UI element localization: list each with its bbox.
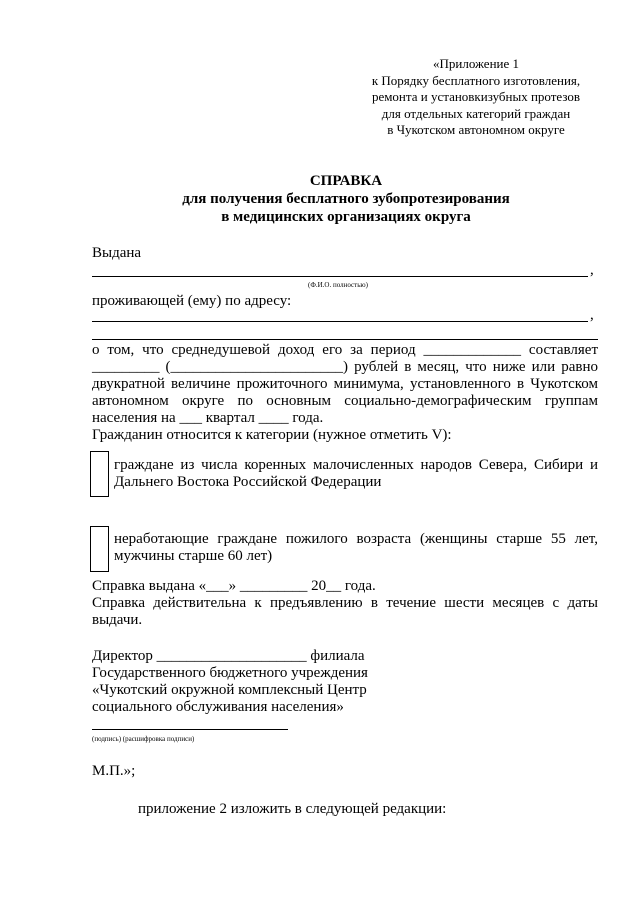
director-line-4: социального обслуживания населения» <box>92 699 344 715</box>
issued-label: Выдана <box>92 245 142 261</box>
signature-line <box>92 729 288 730</box>
document-title <box>92 172 600 226</box>
address-label: проживающей (ему) по адресу: <box>92 293 292 309</box>
director-line-2: Государственного бюджетного учреждения <box>92 665 368 681</box>
director-line-3: «Чукотский окружной комплексный Центр <box>92 682 367 698</box>
title-main: СПРАВКА <box>309 173 383 189</box>
header-line: для отдельных категорий граждан <box>381 105 571 121</box>
option-1-line-2: Дальнего Востока Российской Федерации <box>114 474 382 490</box>
category-checkbox-elderly[interactable] <box>90 526 109 572</box>
fio-caption: (Ф.И.О. полностью) <box>308 281 368 289</box>
director-line-1: Директор ____________________ филиала <box>92 648 365 664</box>
title-sub-2: в медицинских организациях округа <box>221 209 471 225</box>
header-line: «Приложение 1 <box>432 56 520 71</box>
fio-line <box>92 276 588 277</box>
category-checkbox-indigenous[interactable] <box>90 451 109 497</box>
header-line: в Чукотском автономном округе <box>387 122 565 138</box>
fio-comma: , <box>590 262 594 278</box>
option-1-line-1: граждане из числа коренных малочисленных народов Севера, Сибири и <box>114 457 598 473</box>
address-line <box>92 321 588 322</box>
address-line-2 <box>92 339 598 340</box>
income-line-1: о том, что среднедушевой доход его за период _____________ составляет <box>92 342 598 358</box>
income-line-5: населения на ___ квартал ____ года. <box>92 410 324 426</box>
validity-line-2: выдачи. <box>92 612 143 628</box>
income-line-2: _________ (_______________________) рублей в месяц, что ниже или равно <box>92 359 598 375</box>
signature-caption: (подпись) (расшифровка подписи) <box>92 735 195 743</box>
option-2-line-2: мужчины старше 60 лет) <box>114 548 273 564</box>
title-sub-1: для получения бесплатного зубопротезирования <box>182 191 510 207</box>
stamp-mark: М.П.»; <box>92 763 136 779</box>
header-line: к Порядку бесплатного изготовления, <box>371 72 581 88</box>
footer-instruction: приложение 2 изложить в следующей редакции: <box>138 801 447 817</box>
income-line-4: автономном округе по основным социально-демографическим группам <box>92 393 598 409</box>
appendix-header <box>360 56 592 139</box>
header-line: ремонта и установкизубных протезов <box>371 89 581 105</box>
income-line-3: двукратной величине прожиточного минимума, установленного в Чукотском <box>92 376 598 392</box>
category-prompt: Гражданин относится к категории (нужное отметить V): <box>92 427 452 443</box>
address-comma: , <box>590 307 594 323</box>
option-2-line-1: неработающие граждане пожилого возраста (женщины старше 55 лет, <box>114 531 598 547</box>
validity-line-1: Справка действительна к предъявлению в течение шести месяцев с даты <box>92 595 598 611</box>
issued-date: Справка выдана «___» _________ 20__ года. <box>92 578 376 594</box>
